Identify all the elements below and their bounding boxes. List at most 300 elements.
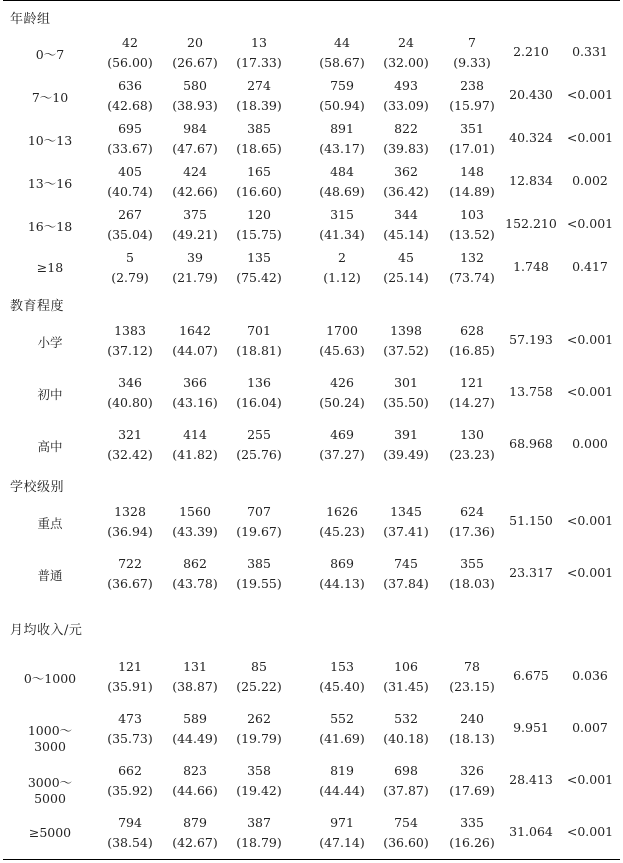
count-percent-cell bbox=[437, 425, 507, 465]
count-value: 473 bbox=[118, 711, 142, 726]
count-percent-cell bbox=[160, 33, 230, 73]
chi-square-value: 31.064 bbox=[509, 824, 553, 839]
row-label: 小学 bbox=[37, 335, 63, 350]
percent-value: (47.67) bbox=[172, 141, 218, 156]
chi-square-value: 13.758 bbox=[509, 384, 553, 399]
count-percent-cell bbox=[224, 119, 294, 159]
percent-value: (36.60) bbox=[383, 835, 429, 850]
count-value: 366 bbox=[183, 375, 207, 390]
count-percent-cell bbox=[307, 554, 377, 594]
p-value: <0.001 bbox=[566, 332, 614, 347]
chi-square-value: 23.317 bbox=[509, 565, 553, 580]
count-value: 636 bbox=[118, 78, 142, 93]
count-percent-cell bbox=[224, 205, 294, 245]
count-percent-cell bbox=[437, 554, 507, 594]
count-percent-cell bbox=[371, 119, 441, 159]
count-percent-cell bbox=[160, 813, 230, 853]
count-percent-cell bbox=[160, 373, 230, 413]
percent-value: (19.67) bbox=[236, 524, 282, 539]
percent-value: (58.67) bbox=[319, 55, 365, 70]
p-value: <0.001 bbox=[566, 216, 614, 231]
percent-value: (18.65) bbox=[236, 141, 282, 156]
count-value: 262 bbox=[247, 711, 271, 726]
row-label: ≥18 bbox=[36, 260, 64, 275]
count-percent-cell bbox=[437, 373, 507, 413]
percent-value: (33.09) bbox=[383, 98, 429, 113]
count-value: 130 bbox=[460, 427, 484, 442]
percent-value: (43.78) bbox=[172, 576, 218, 591]
count-percent-cell bbox=[224, 373, 294, 413]
count-value: 707 bbox=[247, 504, 271, 519]
percent-value: (25.22) bbox=[236, 679, 282, 694]
count-percent-cell bbox=[307, 205, 377, 245]
percent-value: (44.13) bbox=[319, 576, 365, 591]
chi-square-value: 51.150 bbox=[509, 513, 553, 528]
count-percent-cell bbox=[437, 709, 507, 749]
count-value: 391 bbox=[394, 427, 418, 442]
count-value: 1700 bbox=[326, 323, 358, 338]
count-value: 1642 bbox=[179, 323, 211, 338]
count-value: 984 bbox=[183, 121, 207, 136]
count-percent-cell bbox=[307, 657, 377, 697]
count-value: 1345 bbox=[390, 504, 422, 519]
count-percent-cell bbox=[224, 657, 294, 697]
count-percent-cell bbox=[437, 657, 507, 697]
count-percent-cell bbox=[307, 761, 377, 801]
count-percent-cell bbox=[224, 33, 294, 73]
p-value: <0.001 bbox=[566, 565, 614, 580]
count-percent-cell bbox=[95, 119, 165, 159]
percent-value: (37.84) bbox=[383, 576, 429, 591]
table-row bbox=[0, 709, 623, 754]
percent-value: (35.92) bbox=[107, 783, 153, 798]
count-value: 580 bbox=[183, 78, 207, 93]
count-value: 701 bbox=[247, 323, 271, 338]
count-value: 326 bbox=[460, 763, 484, 778]
count-value: 891 bbox=[330, 121, 354, 136]
percent-value: (17.01) bbox=[449, 141, 495, 156]
count-value: 315 bbox=[330, 207, 354, 222]
percent-value: (16.60) bbox=[236, 184, 282, 199]
row-label: 0～7 bbox=[35, 47, 65, 62]
count-percent-cell bbox=[224, 76, 294, 116]
percent-value: (37.41) bbox=[383, 524, 429, 539]
count-percent-cell bbox=[224, 761, 294, 801]
percent-value: (23.23) bbox=[449, 447, 495, 462]
count-percent-cell bbox=[95, 76, 165, 116]
table-top-rule bbox=[3, 0, 620, 1]
count-value: 238 bbox=[460, 78, 484, 93]
table-row bbox=[0, 554, 623, 594]
count-value: 321 bbox=[118, 427, 142, 442]
count-percent-cell bbox=[371, 162, 441, 202]
percent-value: (18.81) bbox=[236, 343, 282, 358]
count-percent-cell bbox=[437, 162, 507, 202]
count-percent-cell bbox=[95, 33, 165, 73]
chi-square-value: 20.430 bbox=[509, 87, 553, 102]
percent-value: (32.42) bbox=[107, 447, 153, 462]
row-label: 3000～5000 bbox=[27, 775, 73, 806]
row-label: 10～13 bbox=[27, 133, 73, 148]
percent-value: (18.03) bbox=[449, 576, 495, 591]
count-value: 552 bbox=[330, 711, 354, 726]
percent-value: (56.00) bbox=[107, 55, 153, 70]
count-value: 1398 bbox=[390, 323, 422, 338]
count-value: 355 bbox=[460, 556, 484, 571]
percent-value: (35.91) bbox=[107, 679, 153, 694]
count-value: 131 bbox=[183, 659, 207, 674]
count-percent-cell bbox=[437, 502, 507, 542]
percent-value: (43.17) bbox=[319, 141, 365, 156]
table-row bbox=[0, 657, 623, 697]
table-row bbox=[0, 761, 623, 806]
count-percent-cell bbox=[307, 373, 377, 413]
percent-value: (18.13) bbox=[449, 731, 495, 746]
count-value: 698 bbox=[394, 763, 418, 778]
count-value: 385 bbox=[247, 556, 271, 571]
percent-value: (39.49) bbox=[383, 447, 429, 462]
percent-value: (45.14) bbox=[383, 227, 429, 242]
count-value: 135 bbox=[247, 250, 271, 265]
count-percent-cell bbox=[307, 33, 377, 73]
chi-square-value: 2.210 bbox=[513, 44, 549, 59]
chi-square-value: 28.413 bbox=[509, 772, 553, 787]
percent-value: (15.97) bbox=[449, 98, 495, 113]
count-percent-cell bbox=[437, 119, 507, 159]
table-row bbox=[0, 76, 623, 116]
percent-value: (50.24) bbox=[319, 395, 365, 410]
percent-value: (32.00) bbox=[383, 55, 429, 70]
percent-value: (37.87) bbox=[383, 783, 429, 798]
count-percent-cell bbox=[95, 248, 165, 288]
count-percent-cell bbox=[95, 709, 165, 749]
percent-value: (44.66) bbox=[172, 783, 218, 798]
count-value: 722 bbox=[118, 556, 142, 571]
count-value: 414 bbox=[183, 427, 207, 442]
percent-value: (18.79) bbox=[236, 835, 282, 850]
count-percent-cell bbox=[160, 248, 230, 288]
count-value: 358 bbox=[247, 763, 271, 778]
count-percent-cell bbox=[307, 119, 377, 159]
count-percent-cell bbox=[307, 813, 377, 853]
count-value: 695 bbox=[118, 121, 142, 136]
table-row bbox=[0, 162, 623, 202]
row-label: 7～10 bbox=[31, 90, 69, 105]
p-value: <0.001 bbox=[566, 130, 614, 145]
count-percent-cell bbox=[371, 425, 441, 465]
section-heading-income: 月均收入/元 bbox=[10, 623, 83, 638]
count-value: 165 bbox=[247, 164, 271, 179]
count-percent-cell bbox=[307, 425, 377, 465]
count-percent-cell bbox=[371, 657, 441, 697]
percent-value: (44.44) bbox=[319, 783, 365, 798]
count-value: 424 bbox=[183, 164, 207, 179]
percent-value: (35.73) bbox=[107, 731, 153, 746]
count-value: 1328 bbox=[114, 504, 146, 519]
p-value: 0.002 bbox=[572, 173, 608, 188]
count-percent-cell bbox=[95, 162, 165, 202]
count-value: 44 bbox=[334, 35, 350, 50]
percent-value: (42.67) bbox=[172, 835, 218, 850]
count-percent-cell bbox=[160, 657, 230, 697]
percent-value: (13.52) bbox=[449, 227, 495, 242]
count-value: 335 bbox=[460, 815, 484, 830]
count-value: 121 bbox=[118, 659, 142, 674]
table-row bbox=[0, 33, 623, 73]
percent-value: (35.50) bbox=[383, 395, 429, 410]
count-value: 1626 bbox=[326, 504, 358, 519]
count-value: 132 bbox=[460, 250, 484, 265]
count-value: 45 bbox=[398, 250, 414, 265]
count-value: 759 bbox=[330, 78, 354, 93]
row-label: ≥5000 bbox=[28, 825, 72, 840]
count-percent-cell bbox=[224, 709, 294, 749]
count-percent-cell bbox=[160, 162, 230, 202]
percent-value: (75.42) bbox=[236, 270, 282, 285]
count-percent-cell bbox=[437, 248, 507, 288]
percent-value: (17.69) bbox=[449, 783, 495, 798]
count-value: 823 bbox=[183, 763, 207, 778]
count-percent-cell bbox=[160, 709, 230, 749]
p-value: 0.331 bbox=[572, 44, 608, 59]
count-value: 375 bbox=[183, 207, 207, 222]
count-percent-cell bbox=[437, 761, 507, 801]
count-value: 148 bbox=[460, 164, 484, 179]
table-bottom-rule bbox=[3, 859, 620, 860]
count-value: 879 bbox=[183, 815, 207, 830]
chi-square-value: 40.324 bbox=[509, 130, 553, 145]
count-value: 7 bbox=[468, 35, 476, 50]
count-percent-cell bbox=[371, 813, 441, 853]
percent-value: (19.79) bbox=[236, 731, 282, 746]
count-value: 1383 bbox=[114, 323, 146, 338]
percent-value: (41.69) bbox=[319, 731, 365, 746]
count-value: 624 bbox=[460, 504, 484, 519]
percent-value: (14.89) bbox=[449, 184, 495, 199]
count-percent-cell bbox=[224, 813, 294, 853]
count-value: 2 bbox=[338, 250, 346, 265]
count-percent-cell bbox=[224, 554, 294, 594]
table-row bbox=[0, 813, 623, 853]
percent-value: (47.14) bbox=[319, 835, 365, 850]
percent-value: (19.42) bbox=[236, 783, 282, 798]
percent-value: (40.18) bbox=[383, 731, 429, 746]
p-value: <0.001 bbox=[566, 87, 614, 102]
count-value: 153 bbox=[330, 659, 354, 674]
percent-value: (42.66) bbox=[172, 184, 218, 199]
count-value: 869 bbox=[330, 556, 354, 571]
count-value: 121 bbox=[460, 375, 484, 390]
p-value: <0.001 bbox=[566, 824, 614, 839]
count-value: 301 bbox=[394, 375, 418, 390]
percent-value: (21.79) bbox=[172, 270, 218, 285]
count-percent-cell bbox=[437, 813, 507, 853]
count-value: 240 bbox=[460, 711, 484, 726]
p-value: 0.417 bbox=[572, 259, 608, 274]
p-value: 0.036 bbox=[572, 668, 608, 683]
percent-value: (45.63) bbox=[319, 343, 365, 358]
percent-value: (9.33) bbox=[453, 55, 491, 70]
table-row bbox=[0, 321, 623, 361]
count-value: 532 bbox=[394, 711, 418, 726]
p-value: <0.001 bbox=[566, 513, 614, 528]
count-value: 405 bbox=[118, 164, 142, 179]
row-label: 重点 bbox=[37, 516, 63, 531]
chi-square-value: 68.968 bbox=[509, 436, 553, 451]
percent-value: (14.27) bbox=[449, 395, 495, 410]
count-percent-cell bbox=[307, 502, 377, 542]
count-value: 24 bbox=[398, 35, 414, 50]
percent-value: (42.68) bbox=[107, 98, 153, 113]
count-percent-cell bbox=[95, 502, 165, 542]
percent-value: (25.14) bbox=[383, 270, 429, 285]
percent-value: (2.79) bbox=[111, 270, 149, 285]
percent-value: (43.16) bbox=[172, 395, 218, 410]
count-percent-cell bbox=[224, 321, 294, 361]
count-value: 274 bbox=[247, 78, 271, 93]
percent-value: (43.39) bbox=[172, 524, 218, 539]
count-percent-cell bbox=[371, 761, 441, 801]
count-value: 346 bbox=[118, 375, 142, 390]
count-value: 745 bbox=[394, 556, 418, 571]
percent-value: (50.94) bbox=[319, 98, 365, 113]
percent-value: (37.52) bbox=[383, 343, 429, 358]
percent-value: (18.39) bbox=[236, 98, 282, 113]
count-value: 484 bbox=[330, 164, 354, 179]
p-value: 0.007 bbox=[572, 720, 608, 735]
percent-value: (16.04) bbox=[236, 395, 282, 410]
row-label: 高中 bbox=[37, 439, 63, 454]
p-value: 0.000 bbox=[572, 436, 608, 451]
count-value: 385 bbox=[247, 121, 271, 136]
count-value: 42 bbox=[122, 35, 138, 50]
count-percent-cell bbox=[307, 248, 377, 288]
row-label: 初中 bbox=[37, 387, 63, 402]
count-value: 344 bbox=[394, 207, 418, 222]
percent-value: (25.76) bbox=[236, 447, 282, 462]
row-label: 13～16 bbox=[27, 176, 73, 191]
section-heading-age: 年龄组 bbox=[10, 12, 51, 27]
count-percent-cell bbox=[95, 321, 165, 361]
count-percent-cell bbox=[95, 373, 165, 413]
percent-value: (17.33) bbox=[236, 55, 282, 70]
count-percent-cell bbox=[95, 813, 165, 853]
percent-value: (15.75) bbox=[236, 227, 282, 242]
percent-value: (41.34) bbox=[319, 227, 365, 242]
count-percent-cell bbox=[307, 709, 377, 749]
chi-square-value: 9.951 bbox=[513, 720, 549, 735]
percent-value: (35.04) bbox=[107, 227, 153, 242]
percent-value: (40.80) bbox=[107, 395, 153, 410]
count-percent-cell bbox=[307, 321, 377, 361]
count-percent-cell bbox=[307, 76, 377, 116]
count-value: 628 bbox=[460, 323, 484, 338]
count-value: 754 bbox=[394, 815, 418, 830]
count-value: 469 bbox=[330, 427, 354, 442]
percent-value: (44.49) bbox=[172, 731, 218, 746]
table-row bbox=[0, 119, 623, 159]
count-percent-cell bbox=[371, 554, 441, 594]
row-label: 16～18 bbox=[27, 219, 73, 234]
count-value: 255 bbox=[247, 427, 271, 442]
count-value: 387 bbox=[247, 815, 271, 830]
table-row bbox=[0, 373, 623, 413]
count-value: 971 bbox=[330, 815, 354, 830]
section-heading-education: 教育程度 bbox=[10, 299, 65, 314]
count-percent-cell bbox=[371, 321, 441, 361]
count-percent-cell bbox=[437, 205, 507, 245]
count-percent-cell bbox=[437, 321, 507, 361]
count-value: 426 bbox=[330, 375, 354, 390]
percent-value: (23.15) bbox=[449, 679, 495, 694]
count-value: 120 bbox=[247, 207, 271, 222]
count-percent-cell bbox=[160, 205, 230, 245]
table-row bbox=[0, 502, 623, 542]
count-percent-cell bbox=[95, 205, 165, 245]
percent-value: (36.42) bbox=[383, 184, 429, 199]
percent-value: (48.69) bbox=[319, 184, 365, 199]
count-percent-cell bbox=[95, 761, 165, 801]
table-row bbox=[0, 248, 623, 288]
percent-value: (33.67) bbox=[107, 141, 153, 156]
count-percent-cell bbox=[95, 657, 165, 697]
percent-value: (37.27) bbox=[319, 447, 365, 462]
count-percent-cell bbox=[371, 373, 441, 413]
count-percent-cell bbox=[371, 33, 441, 73]
row-label: 0～1000 bbox=[23, 671, 77, 686]
count-value: 662 bbox=[118, 763, 142, 778]
count-value: 5 bbox=[126, 250, 134, 265]
percent-value: (45.40) bbox=[319, 679, 365, 694]
count-percent-cell bbox=[160, 119, 230, 159]
percent-value: (45.23) bbox=[319, 524, 365, 539]
chi-square-value: 6.675 bbox=[513, 668, 549, 683]
count-percent-cell bbox=[371, 709, 441, 749]
chi-square-value: 12.834 bbox=[509, 173, 553, 188]
percent-value: (38.54) bbox=[107, 835, 153, 850]
count-value: 136 bbox=[247, 375, 271, 390]
count-percent-cell bbox=[307, 162, 377, 202]
count-value: 351 bbox=[460, 121, 484, 136]
count-percent-cell bbox=[371, 76, 441, 116]
count-percent-cell bbox=[160, 76, 230, 116]
count-value: 493 bbox=[394, 78, 418, 93]
percent-value: (1.12) bbox=[323, 270, 361, 285]
chi-square-value: 57.193 bbox=[509, 332, 553, 347]
p-value: <0.001 bbox=[566, 384, 614, 399]
row-label: 1000～3000 bbox=[27, 723, 73, 754]
count-value: 103 bbox=[460, 207, 484, 222]
percent-value: (38.87) bbox=[172, 679, 218, 694]
percent-value: (31.45) bbox=[383, 679, 429, 694]
count-value: 13 bbox=[251, 35, 267, 50]
count-percent-cell bbox=[371, 502, 441, 542]
percent-value: (36.94) bbox=[107, 524, 153, 539]
percent-value: (36.67) bbox=[107, 576, 153, 591]
table-row bbox=[0, 205, 623, 245]
percent-value: (38.93) bbox=[172, 98, 218, 113]
count-value: 39 bbox=[187, 250, 203, 265]
percent-value: (26.67) bbox=[172, 55, 218, 70]
count-value: 106 bbox=[394, 659, 418, 674]
count-percent-cell bbox=[437, 33, 507, 73]
row-label: 普通 bbox=[37, 568, 63, 583]
percent-value: (44.07) bbox=[172, 343, 218, 358]
count-percent-cell bbox=[160, 321, 230, 361]
percent-value: (16.85) bbox=[449, 343, 495, 358]
count-percent-cell bbox=[371, 248, 441, 288]
count-percent-cell bbox=[160, 761, 230, 801]
